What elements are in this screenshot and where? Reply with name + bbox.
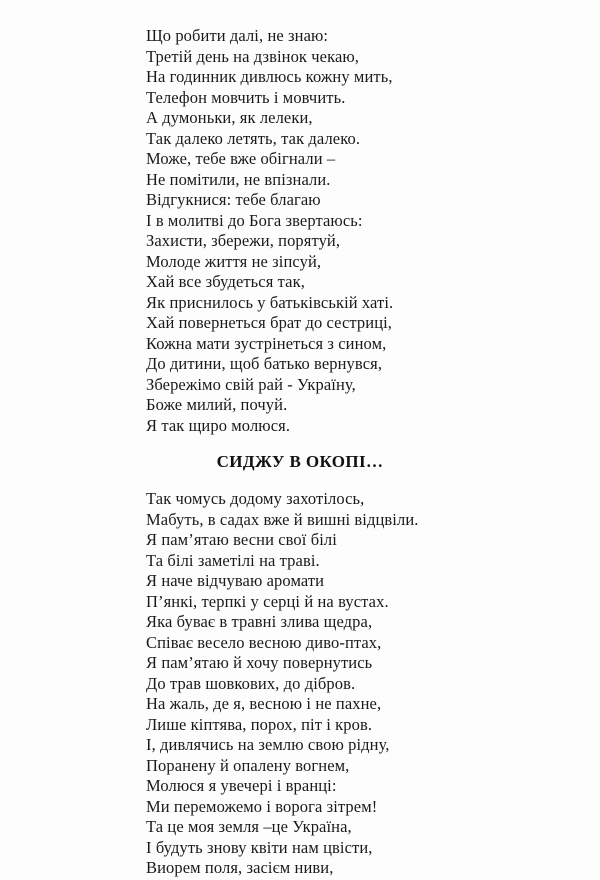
poem-1-line: Хай все збудеться так,: [146, 272, 305, 291]
poem-1-line: Третій день на дзвінок чекаю,: [146, 46, 360, 66]
poem-1-line: Як приснилось у батьківській хаті.: [146, 292, 394, 312]
poem-1-line: Так далеко летять, так далеко.: [146, 128, 361, 148]
poem-2-line: Я наче відчуваю аромати: [146, 571, 325, 590]
poem-2-line: П’янкі, терпкі у серці й на вустах.: [146, 591, 389, 611]
poem-2-line: До трав шовкових, до дібров.: [146, 673, 356, 693]
poem-1-line: На годинник дивлюсь кожну мить,: [146, 67, 393, 86]
poem-1-line: Я так щиро молюся.: [146, 415, 291, 435]
poem-2-line: Я пам’ятаю й хочу повернутись: [146, 653, 373, 672]
poem-1-line: Що робити далі, не знаю:: [146, 26, 329, 45]
poem-1-line: Телефон мовчить і мовчить.: [146, 87, 346, 107]
poem-2-line: На жаль, де я, весною і не пахне,: [146, 694, 382, 713]
poem-2-line: Мабуть, в садах вже й вишні відцвіли.: [146, 509, 419, 529]
poem-2-line: Лише кіптява, порох, піт і кров.: [146, 714, 373, 734]
poem-1-line: Боже милий, почуй.: [146, 395, 288, 414]
poem-1-line: А думоньки, як лелеки,: [146, 108, 313, 127]
poem-1-line: Кожна мати зустрінеться з сином,: [146, 333, 387, 353]
poem-2-line: Поранену й опалену вогнем,: [146, 755, 350, 775]
poem-2-stanza: [146, 489, 419, 879]
poem-2-line: Так чомусь додому захотілось,: [146, 489, 365, 508]
poem-2-line: Виорем поля, засієм ниви,: [146, 858, 334, 877]
poem-2-line: Я пам’ятаю весни свої білі: [146, 530, 337, 549]
poem-1-line: Хай повернеться брат до сестриці,: [146, 313, 393, 332]
poem-2-line: Молюся я увечері і вранці:: [146, 776, 337, 795]
poem-2-line: Та білі заметілі на траві.: [146, 550, 320, 570]
poem-1-line: Може, тебе вже обігнали –: [146, 149, 336, 168]
poem-2-line: Співає весело весною диво-птах,: [146, 632, 382, 652]
poem-1-line: Захисти, збережи, порятуй,: [146, 231, 341, 250]
poem-1-line: Молоде життя не зіпсуй,: [146, 251, 322, 271]
poem-2-line: Та це моя земля –це Україна,: [146, 817, 352, 836]
poem-2-line: Яка буває в травні злива щедра,: [146, 612, 373, 631]
poem-1-line: Збережімо свій рай - Україну,: [146, 374, 356, 394]
poem-1-line: Не помітили, не впізнали.: [146, 169, 331, 189]
poem-1-line: Відгукнися: тебе благаю: [146, 190, 321, 209]
poem-1-line: І в молитві до Бога звертаюсь:: [146, 210, 363, 230]
poem-1-line: До дитини, щоб батько вернувся,: [146, 354, 383, 373]
poem-2-title: СИДЖУ В ОКОПІ…: [216, 452, 384, 471]
poem-2-line: І, дивлячись на землю свою рідну,: [146, 735, 390, 754]
poem-1-stanza: [146, 26, 393, 436]
poem-2-line: І будуть знову квіти нам цвісти,: [146, 837, 373, 857]
poem-2-line: Ми переможемо і ворога зітрем!: [146, 796, 378, 816]
